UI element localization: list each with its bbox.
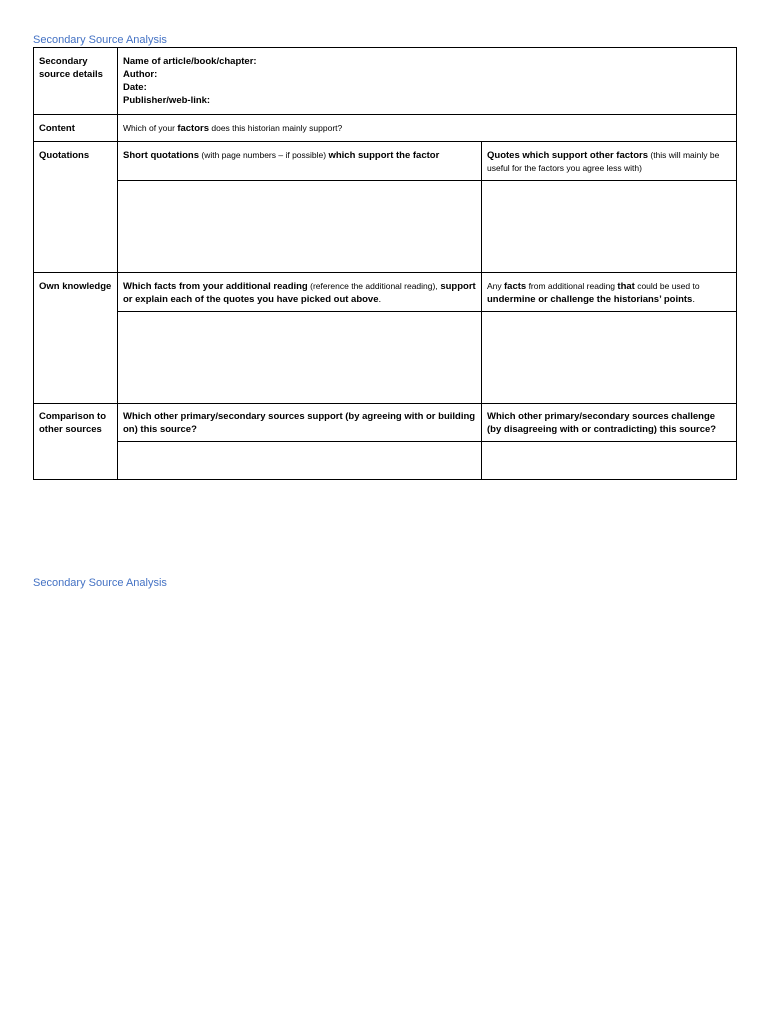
field-date: Date: bbox=[123, 82, 147, 93]
quotations-header-row bbox=[34, 142, 737, 181]
source-details-fields[interactable] bbox=[118, 48, 737, 115]
field-author: Author: bbox=[123, 69, 158, 80]
source-details-row bbox=[34, 48, 737, 115]
analysis-table bbox=[33, 47, 737, 480]
own-knowledge-label: Own knowledge bbox=[34, 273, 118, 404]
quotations-left-answer[interactable] bbox=[118, 181, 482, 273]
comparison-right-answer[interactable] bbox=[482, 442, 737, 480]
own-knowledge-answer-row bbox=[34, 312, 737, 404]
comparison-left-prompt: Which other primary/secondary sources support (by agreeing with or building on) this source? bbox=[118, 404, 482, 442]
field-name: Name of article/book/chapter: bbox=[123, 56, 257, 67]
own-knowledge-header-row bbox=[34, 273, 737, 312]
comparison-answer-row bbox=[34, 442, 737, 480]
page-title-repeat: Secondary Source Analysis bbox=[33, 577, 167, 589]
field-publisher: Publisher/web-link: bbox=[123, 95, 211, 106]
comparison-left-answer[interactable] bbox=[118, 442, 482, 480]
own-knowledge-left-answer[interactable] bbox=[118, 312, 482, 404]
quotations-right-answer[interactable] bbox=[482, 181, 737, 273]
own-knowledge-right-answer[interactable] bbox=[482, 312, 737, 404]
page-title: Secondary Source Analysis bbox=[33, 34, 167, 46]
quotations-left-prompt: Short quotations (with page numbers – if possible) which support the factor bbox=[118, 142, 482, 181]
content-row bbox=[34, 115, 737, 142]
quotations-answer-row bbox=[34, 181, 737, 273]
quotations-label: Quotations bbox=[34, 142, 118, 273]
comparison-header-row bbox=[34, 404, 737, 442]
content-prompt[interactable]: Which of your factors does this historian mainly support? bbox=[118, 115, 737, 142]
comparison-label: Comparison to other sources bbox=[34, 404, 118, 480]
source-details-label: Secondary source details bbox=[34, 48, 118, 115]
content-label: Content bbox=[34, 115, 118, 142]
own-knowledge-left-prompt: Which facts from your additional reading (reference the additional reading), support or explain each of the quotes you have picked out above. bbox=[118, 273, 482, 312]
comparison-right-prompt: Which other primary/secondary sources challenge (by disagreeing with or contradicting) this source? bbox=[482, 404, 737, 442]
own-knowledge-right-prompt: Any facts from additional reading that could be used to undermine or challenge the historians’ points. bbox=[482, 273, 737, 312]
quotations-right-prompt: Quotes which support other factors (this will mainly be useful for the factors you agree less with) bbox=[482, 142, 737, 181]
